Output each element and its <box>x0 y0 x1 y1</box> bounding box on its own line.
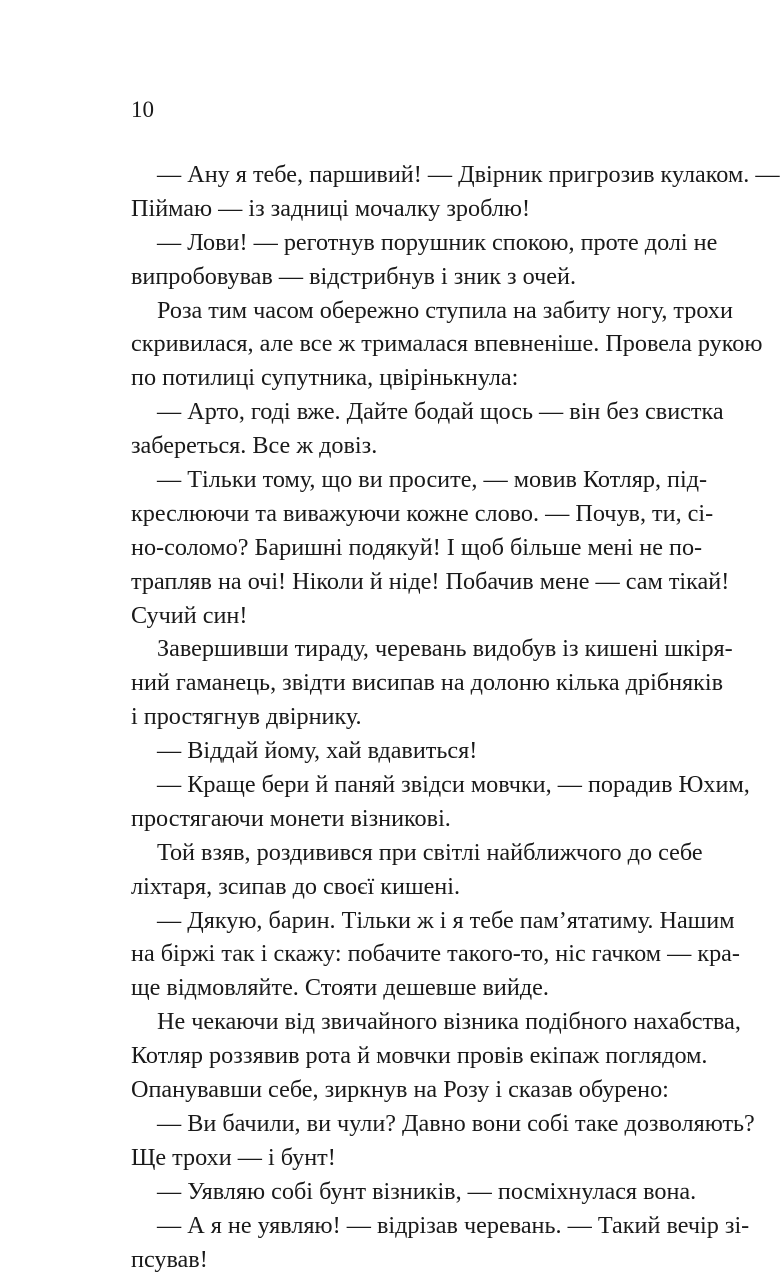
text-line: Завершивши тираду, черевань видобув iз кишенi шкiря- <box>131 632 693 666</box>
text-line: — Арто, годi вже. Дайте бодай щось — вiн без свистка <box>131 395 693 429</box>
text-line: забереться. Все ж довiз. <box>131 429 693 463</box>
text-line: ще вiдмовляйте. Стояти дешевше вийде. <box>131 971 693 1005</box>
text-line: Ще трохи — i бунт! <box>131 1141 693 1175</box>
text-line: Роза тим часом обережно ступила на забиту ногу, трохи <box>131 294 693 328</box>
text-line: Той взяв, роздивився при свiтлi найближчого до себе <box>131 836 693 870</box>
text-line: трапляв на очi! Нiколи й нiде! Побачив мене — сам тiкай! <box>131 565 693 599</box>
text-line: i простягнув двiрнику. <box>131 700 693 734</box>
text-line: Пiймаю — iз задницi мочалку зроблю! <box>131 192 693 226</box>
text-line: креслюючи та виважуючи кожне слово. — Почув, ти, сi- <box>131 497 693 531</box>
text-line: лiхтаря, зсипав до своєї кишенi. <box>131 870 693 904</box>
text-line: — Краще бери й паняй звiдси мовчки, — порадив Юхим, <box>131 768 693 802</box>
text-line: — Ану я тебе, паршивий! — Двірник пригрозив кулаком. — <box>131 158 693 192</box>
text-line: — Ви бачили, ви чули? Давно вони собi таке дозволяють? <box>131 1107 693 1141</box>
text-line: Сучий син! <box>131 599 693 633</box>
text-line: ний гаманець, звiдти висипав на долоню кiлька дрiбнякiв <box>131 666 693 700</box>
text-line: — Лови! — реготнув порушник спокою, проте долi не <box>131 226 693 260</box>
body-text <box>131 158 693 1276</box>
text-line: — Вiддай йому, хай вдавиться! <box>131 734 693 768</box>
text-line: Котляр роззявив рота й мовчки провiв екiпаж поглядом. <box>131 1039 693 1073</box>
text-line: Не чекаючи вiд звичайного вiзника подiбного нахабства, <box>131 1005 693 1039</box>
page-number: 10 <box>131 96 154 124</box>
text-line: — Тiльки тому, що ви просите, — мовив Котляр, пiд- <box>131 463 693 497</box>
text-line: випробовував — вiдстрибнув i зник з очей. <box>131 260 693 294</box>
text-line: — А я не уявляю! — вiдрiзав черевань. — Такий вечiр зi- <box>131 1209 693 1243</box>
text-line: — Дякую, барин. Тiльки ж i я тебе пам’ятатиму. Нашим <box>131 904 693 938</box>
text-line: на бiржi так i скажу: побачите такого-то, нiс гачком — кра- <box>131 937 693 971</box>
text-line: простягаючи монети вiзниковi. <box>131 802 693 836</box>
text-line: Опанувавши себе, зиркнув на Розу i сказав обурено: <box>131 1073 693 1107</box>
text-line: по потилицi супутника, цвiрiнькнула: <box>131 361 693 395</box>
text-line: — Уявляю собi бунт вiзникiв, — посмiхнулася вона. <box>131 1175 693 1209</box>
text-line: скривилася, але все ж трималася впевненiше. Провела рукою <box>131 327 693 361</box>
text-line: но-соломо? Баришнi подякуй! I щоб бiльше менi не по- <box>131 531 693 565</box>
text-line: псував! <box>131 1243 693 1276</box>
